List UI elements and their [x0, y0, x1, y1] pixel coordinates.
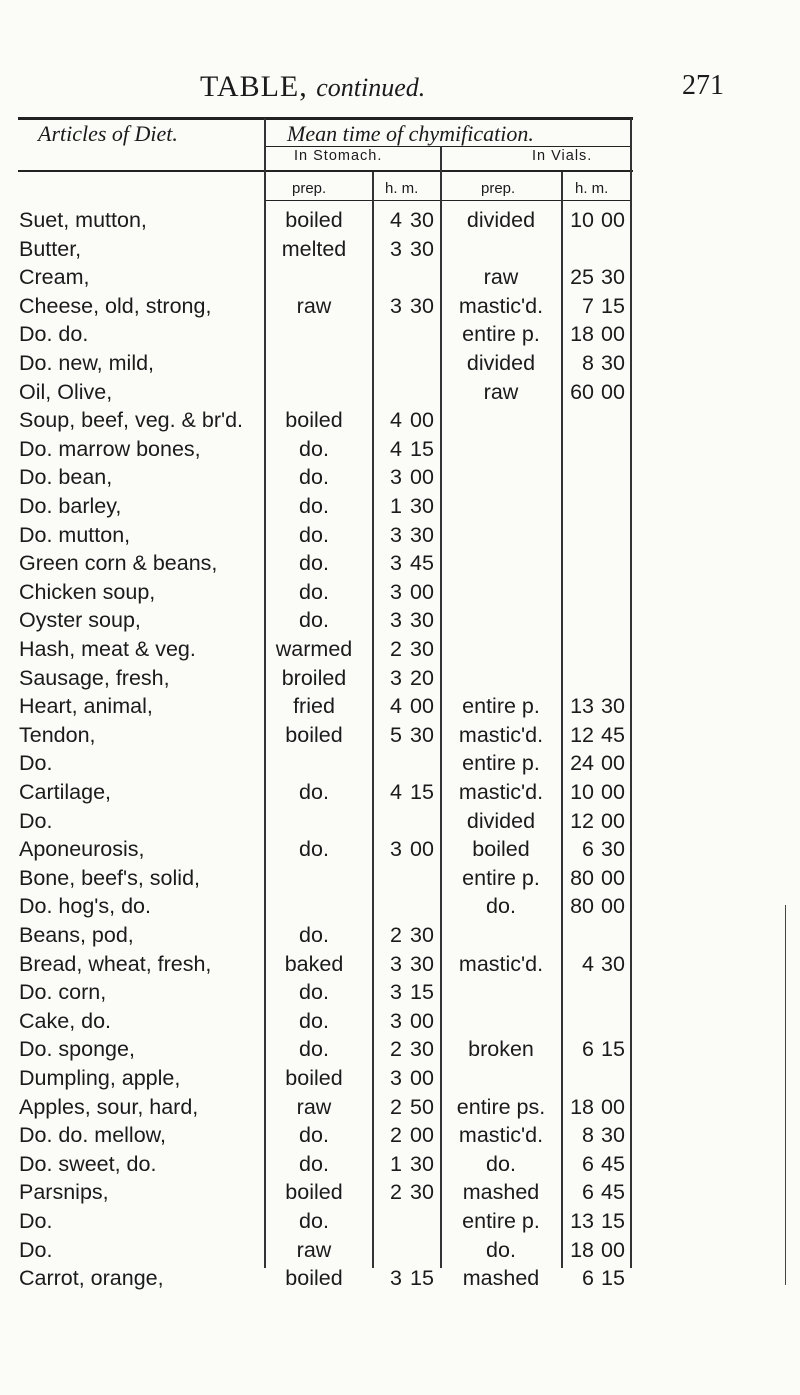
vials-prep-cell: mashed	[462, 1180, 540, 1205]
vials-prep-cell: do.	[486, 1151, 516, 1176]
vials-prep-cell: mastic'd.	[458, 293, 544, 318]
vials-hours-cell: 25	[570, 265, 594, 290]
table-row	[0, 435, 800, 464]
vials-prep-cell: mastic'd.	[458, 722, 544, 747]
vials-prep-cell: mastic'd.	[458, 951, 544, 976]
vials-prep-cell: entire ps.	[456, 1094, 546, 1119]
article-cell: Cheese, old, strong,	[19, 293, 212, 318]
header-rule	[18, 170, 633, 172]
vials-hours-cell: 13	[570, 694, 594, 719]
article-cell: Hash, meat & veg.	[19, 637, 196, 661]
table-row	[0, 606, 800, 635]
table-row	[0, 406, 800, 435]
article-cell: Butter,	[19, 236, 82, 261]
stomach-prep-cell: baked	[284, 951, 344, 976]
stomach-minutes-cell: 30	[410, 1151, 434, 1176]
vials-minutes-cell: 00	[601, 379, 625, 404]
stomach-prep-cell: broiled	[281, 665, 347, 690]
table-row	[0, 349, 800, 378]
stomach-minutes-cell: 00	[410, 837, 434, 862]
stomach-hours-cell: 3	[390, 236, 402, 261]
table-row	[0, 463, 800, 492]
header-in-stomach: In Stomach.	[294, 148, 383, 164]
vials-hours-cell: 18	[570, 1237, 594, 1262]
vials-hours-cell: 10	[570, 780, 594, 804]
table-row	[0, 664, 800, 693]
stomach-minutes-cell: 50	[410, 1094, 434, 1119]
article-cell: Chicken soup,	[19, 579, 156, 604]
stomach-hours-cell: 4	[390, 208, 402, 232]
table-row	[0, 749, 800, 778]
stomach-prep-cell: do.	[299, 608, 329, 633]
article-cell: Do. sweet, do.	[19, 1151, 157, 1176]
table-row	[0, 778, 800, 807]
stomach-minutes-cell: 30	[410, 722, 434, 747]
stomach-hours-cell: 4	[390, 408, 402, 433]
stomach-minutes-cell: 30	[410, 608, 434, 633]
article-cell: Carrot, orange,	[19, 1266, 164, 1291]
table-row	[0, 721, 800, 750]
vials-minutes-cell: 00	[601, 322, 625, 347]
vials-minutes-cell: 00	[601, 808, 625, 833]
stomach-minutes-cell: 30	[410, 951, 434, 976]
stomach-hours-cell: 3	[390, 837, 402, 862]
stomach-prep-cell: raw	[296, 1237, 332, 1262]
stomach-minutes-cell: 30	[410, 293, 434, 318]
article-cell: Oil, Olive,	[19, 379, 113, 404]
article-cell: Do. bean,	[19, 465, 113, 490]
stomach-prep-cell: do.	[299, 923, 329, 947]
article-cell: Bread, wheat, fresh,	[19, 951, 212, 976]
article-cell: Dumpling, apple,	[19, 1066, 181, 1090]
vials-prep-cell: mastic'd.	[458, 780, 544, 804]
stomach-hours-cell: 2	[390, 1180, 402, 1205]
vials-hours-cell: 4	[582, 951, 594, 976]
stomach-prep-cell: do.	[299, 780, 329, 804]
stomach-minutes-cell: 20	[410, 665, 434, 690]
vials-hours-cell: 6	[582, 1266, 594, 1291]
stomach-prep-cell: boiled	[285, 408, 343, 433]
table-row	[0, 492, 800, 521]
article-cell: Do. new, mild,	[19, 351, 155, 375]
stomach-hours-cell: 1	[390, 494, 402, 518]
subheader-rule	[265, 200, 630, 201]
stomach-prep-cell: boiled	[285, 208, 343, 232]
stomach-hours-cell: 3	[390, 579, 402, 604]
stomach-prep-cell: boiled	[285, 1066, 343, 1090]
stomach-prep-cell: do.	[299, 494, 329, 518]
stomach-hours-cell: 3	[390, 465, 402, 490]
vials-hours-cell: 13	[570, 1209, 594, 1233]
article-cell: Do.	[19, 751, 53, 776]
vials-hours-cell: 18	[570, 322, 594, 347]
table-row	[0, 692, 800, 721]
vials-hours-cell: 10	[570, 208, 594, 232]
stomach-prep-cell: do.	[299, 980, 329, 1005]
vials-prep-cell: do.	[486, 894, 516, 919]
article-cell: Aponeurosis,	[19, 837, 145, 862]
vials-prep-cell: entire p.	[462, 865, 540, 890]
running-head	[0, 70, 800, 110]
vials-minutes-cell: 15	[601, 293, 625, 318]
vials-minutes-cell: 45	[601, 1151, 625, 1176]
stomach-prep-cell: raw	[296, 293, 332, 318]
stomach-minutes-cell: 00	[410, 465, 434, 490]
stomach-prep-cell: do.	[299, 1008, 329, 1033]
stomach-minutes-cell: 30	[410, 637, 434, 661]
stomach-hours-cell: 3	[390, 665, 402, 690]
article-cell: Do. hog's, do.	[19, 894, 151, 919]
vials-prep-cell: mastic'd.	[458, 1123, 544, 1148]
stomach-minutes-cell: 30	[410, 923, 434, 947]
vials-hours-cell: 12	[570, 722, 594, 747]
table-row	[0, 235, 800, 264]
stomach-prep-cell: do.	[299, 522, 329, 547]
table-row	[0, 978, 800, 1007]
stomach-minutes-cell: 00	[410, 408, 434, 433]
vials-prep-cell: divided	[466, 351, 536, 375]
vials-hours-cell: 8	[582, 351, 594, 375]
stomach-minutes-cell: 30	[410, 1037, 434, 1062]
table-row	[0, 1178, 800, 1207]
stomach-prep-cell: do.	[299, 1123, 329, 1148]
article-cell: Sausage, fresh,	[19, 665, 170, 690]
vials-hours-cell: 6	[582, 1180, 594, 1205]
article-cell: Tendon,	[19, 722, 96, 747]
stomach-prep-cell: do.	[299, 436, 329, 461]
article-cell: Soup, beef, veg. & br'd.	[19, 408, 244, 433]
stomach-hours-cell: 2	[390, 637, 402, 661]
stomach-minutes-cell: 30	[410, 208, 434, 232]
stomach-hours-cell: 4	[390, 694, 402, 719]
vials-prep-cell: do.	[486, 1237, 516, 1262]
article-cell: Parsnips,	[19, 1180, 109, 1205]
vials-minutes-cell: 00	[601, 751, 625, 776]
stomach-hours-cell: 5	[390, 722, 402, 747]
article-cell: Do. do.	[19, 322, 89, 347]
table-row	[0, 1007, 800, 1036]
article-cell: Do. barley,	[19, 494, 122, 518]
stomach-prep-cell: melted	[281, 236, 347, 261]
vials-prep-cell: entire p.	[462, 1209, 540, 1233]
vials-minutes-cell: 30	[601, 951, 625, 976]
article-cell: Cartilage,	[19, 780, 112, 804]
vials-hours-cell: 6	[582, 837, 594, 862]
vials-minutes-cell: 00	[601, 1237, 625, 1262]
stomach-minutes-cell: 00	[410, 1066, 434, 1090]
vials-minutes-cell: 30	[601, 1123, 625, 1148]
table-row	[0, 263, 800, 292]
article-cell: Do. mutton,	[19, 522, 131, 547]
vials-minutes-cell: 15	[601, 1209, 625, 1233]
vials-minutes-cell: 30	[601, 351, 625, 375]
stomach-minutes-cell: 30	[410, 236, 434, 261]
stomach-minutes-cell: 30	[410, 1180, 434, 1205]
stomach-prep-cell: do.	[299, 837, 329, 862]
table-row	[0, 1064, 800, 1093]
header-stomach-prep: prep.	[292, 180, 327, 197]
article-cell: Do. marrow bones,	[19, 436, 201, 461]
table-row	[0, 1150, 800, 1179]
header-vials-prep: prep.	[481, 180, 516, 197]
stomach-minutes-cell: 30	[410, 522, 434, 547]
article-cell: Do.	[19, 1237, 53, 1262]
stomach-hours-cell: 3	[390, 293, 402, 318]
stomach-hours-cell: 2	[390, 1094, 402, 1119]
article-cell: Suet, mutton,	[19, 208, 147, 232]
article-cell: Beans, pod,	[19, 923, 134, 947]
stomach-hours-cell: 3	[390, 1266, 402, 1291]
table-row	[0, 549, 800, 578]
stomach-minutes-cell: 30	[410, 494, 434, 518]
stomach-hours-cell: 4	[390, 780, 402, 804]
article-cell: Cream,	[19, 265, 90, 290]
table-row	[0, 578, 800, 607]
vials-prep-cell: mashed	[462, 1266, 540, 1291]
stomach-hours-cell: 2	[390, 1037, 402, 1062]
vials-hours-cell: 80	[570, 894, 594, 919]
stomach-prep-cell: do.	[299, 579, 329, 604]
vials-prep-cell: entire p.	[462, 694, 540, 719]
vials-hours-cell: 12	[570, 808, 594, 833]
vials-minutes-cell: 45	[601, 1180, 625, 1205]
article-cell: Green corn & beans,	[19, 551, 218, 576]
vials-prep-cell: divided	[466, 808, 536, 833]
page-number: 271	[682, 70, 724, 101]
vials-minutes-cell: 30	[601, 265, 625, 290]
vials-hours-cell: 8	[582, 1123, 594, 1148]
stomach-hours-cell: 2	[390, 923, 402, 947]
top-rule	[18, 117, 633, 120]
stomach-minutes-cell: 45	[410, 551, 434, 576]
stomach-prep-cell: warmed	[275, 637, 353, 661]
vials-hours-cell: 6	[582, 1037, 594, 1062]
table-row	[0, 1264, 800, 1293]
table-row	[0, 521, 800, 550]
header-vials-hm: h. m.	[575, 180, 609, 197]
stomach-prep-cell: do.	[299, 1151, 329, 1176]
stomach-minutes-cell: 15	[410, 780, 434, 804]
stomach-prep-cell: fried	[293, 694, 335, 719]
vials-prep-cell: raw	[483, 265, 519, 290]
vials-minutes-cell: 00	[601, 1094, 625, 1119]
table-row	[0, 320, 800, 349]
stomach-minutes-cell: 00	[410, 694, 434, 719]
header-articles: Articles of Diet.	[38, 121, 178, 146]
stomach-minutes-cell: 00	[410, 1008, 434, 1033]
stomach-hours-cell: 3	[390, 980, 402, 1005]
stomach-hours-cell: 1	[390, 1151, 402, 1176]
article-cell: Do. sponge,	[19, 1037, 135, 1062]
stomach-hours-cell: 3	[390, 951, 402, 976]
stomach-hours-cell: 3	[390, 608, 402, 633]
header-mean-time: Mean time of chymification.	[287, 121, 534, 146]
vials-minutes-cell: 15	[601, 1266, 625, 1291]
stomach-prep-cell: boiled	[285, 722, 343, 747]
vials-minutes-cell: 00	[601, 780, 625, 804]
article-cell: Apples, sour, hard,	[19, 1094, 199, 1119]
stomach-prep-cell: boiled	[285, 1266, 343, 1291]
stomach-prep-cell: do.	[299, 551, 329, 576]
stomach-minutes-cell: 15	[410, 1266, 434, 1291]
vials-hours-cell: 80	[570, 865, 594, 890]
article-cell: Do. do. mellow,	[19, 1123, 166, 1148]
table-row	[0, 835, 800, 864]
vials-hours-cell: 60	[570, 379, 594, 404]
stomach-minutes-cell: 15	[410, 980, 434, 1005]
table-row	[0, 292, 800, 321]
vials-prep-cell: divided	[466, 208, 536, 232]
vials-minutes-cell: 30	[601, 837, 625, 862]
table-row	[0, 206, 800, 235]
stomach-hours-cell: 4	[390, 436, 402, 461]
vials-prep-cell: boiled	[472, 837, 530, 862]
vials-hours-cell: 6	[582, 1151, 594, 1176]
table-row	[0, 635, 800, 664]
vials-hours-cell: 18	[570, 1094, 594, 1119]
vials-prep-cell: raw	[483, 379, 519, 404]
stomach-minutes-cell: 00	[410, 579, 434, 604]
table-row	[0, 1093, 800, 1122]
vials-minutes-cell: 00	[601, 894, 625, 919]
table-word: TABLE,	[200, 70, 308, 103]
stomach-hours-cell: 3	[390, 1008, 402, 1033]
header-stomach-hm: h. m.	[385, 180, 419, 197]
vials-minutes-cell: 00	[601, 208, 625, 232]
vials-prep-cell: broken	[468, 1037, 534, 1062]
table-row	[0, 950, 800, 979]
stomach-prep-cell: do.	[299, 1037, 329, 1062]
vials-minutes-cell: 30	[601, 694, 625, 719]
table-row	[0, 807, 800, 836]
vials-prep-cell: entire p.	[462, 322, 540, 347]
vials-minutes-cell: 00	[601, 865, 625, 890]
table-row	[0, 1121, 800, 1150]
stomach-prep-cell: boiled	[285, 1180, 343, 1205]
article-cell: Cake, do.	[19, 1008, 112, 1033]
vials-minutes-cell: 45	[601, 722, 625, 747]
table-row	[0, 378, 800, 407]
stomach-prep-cell: do.	[299, 1209, 329, 1233]
vials-hours-cell: 24	[570, 751, 594, 776]
vials-prep-cell: entire p.	[462, 751, 540, 776]
article-cell: Bone, beef's, solid,	[19, 865, 200, 890]
vials-hours-cell: 7	[582, 293, 594, 318]
stomach-hours-cell: 3	[390, 522, 402, 547]
article-cell: Do. corn,	[19, 980, 107, 1005]
running-head-title	[200, 70, 425, 104]
stomach-prep-cell: raw	[296, 1094, 332, 1119]
table-row	[0, 921, 800, 950]
stomach-hours-cell: 2	[390, 1123, 402, 1148]
article-cell: Do.	[19, 808, 53, 833]
stomach-prep-cell: do.	[299, 465, 329, 490]
table-row	[0, 892, 800, 921]
table-row	[0, 1236, 800, 1265]
stomach-hours-cell: 3	[390, 551, 402, 576]
stomach-hours-cell: 3	[390, 1066, 402, 1090]
article-cell: Do.	[19, 1209, 53, 1233]
stomach-minutes-cell: 15	[410, 436, 434, 461]
table-row	[0, 1035, 800, 1064]
article-cell: Heart, animal,	[19, 694, 153, 719]
table-row	[0, 1207, 800, 1236]
table-row	[0, 864, 800, 893]
vials-minutes-cell: 15	[601, 1037, 625, 1062]
stomach-minutes-cell: 00	[410, 1123, 434, 1148]
continued-word: continued.	[316, 73, 426, 102]
article-cell: Oyster soup,	[19, 608, 141, 633]
header-in-vials: In Vials.	[532, 148, 593, 164]
